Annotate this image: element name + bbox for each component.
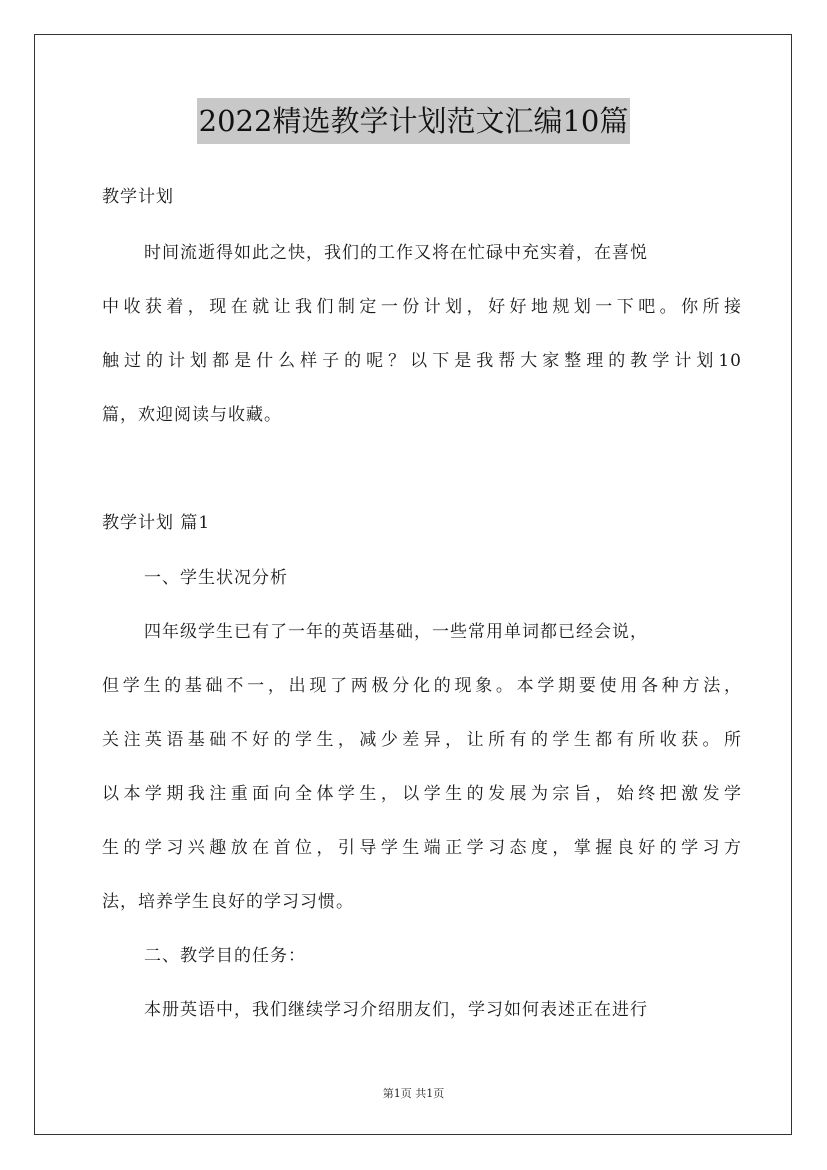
paragraph-line: 四年级学生已有了一年的英语基础，一些常用单词都已经会说，	[144, 622, 648, 642]
section-heading: 教学计划	[102, 187, 174, 207]
subsection-heading: 二、教学目的任务：	[144, 946, 306, 966]
paragraph-line: 触过的计划都是什么样子的呢？以下是我帮大家整理的教学计划10	[102, 351, 742, 371]
paragraph-line: 但学生的基础不一，出现了两极分化的现象。本学期要使用各种方法，	[102, 676, 742, 696]
paragraph-line: 关注英语基础不好的学生，减少差异，让所有的学生都有所收获。所	[102, 730, 742, 750]
paragraph-line: 生的学习兴趣放在首位，引导学生端正学习态度，掌握良好的学习方	[102, 838, 742, 858]
paragraph-line: 法，培养学生良好的学习习惯。	[102, 892, 354, 912]
document-title: 2022精选教学计划范文汇编10篇	[197, 98, 631, 144]
paragraph-line: 篇，欢迎阅读与收藏。	[102, 405, 282, 425]
paragraph-line: 以本学期我注重面向全体学生，以学生的发展为宗旨，始终把激发学	[102, 784, 742, 804]
paragraph-line: 时间流逝得如此之快，我们的工作又将在忙碌中充实着，在喜悦	[144, 243, 648, 263]
subsection-heading: 一、学生状况分析	[144, 568, 288, 588]
paragraph-line: 本册英语中，我们继续学习介绍朋友们，学习如何表述正在进行	[144, 1000, 648, 1020]
section-heading: 教学计划 篇1	[102, 513, 211, 533]
paragraph-line: 中收获着，现在就让我们制定一份计划，好好地规划一下吧。你所接	[102, 297, 742, 317]
document-title-wrap	[0, 98, 827, 144]
page-footer: 第1页 共1页	[382, 1087, 445, 1100]
